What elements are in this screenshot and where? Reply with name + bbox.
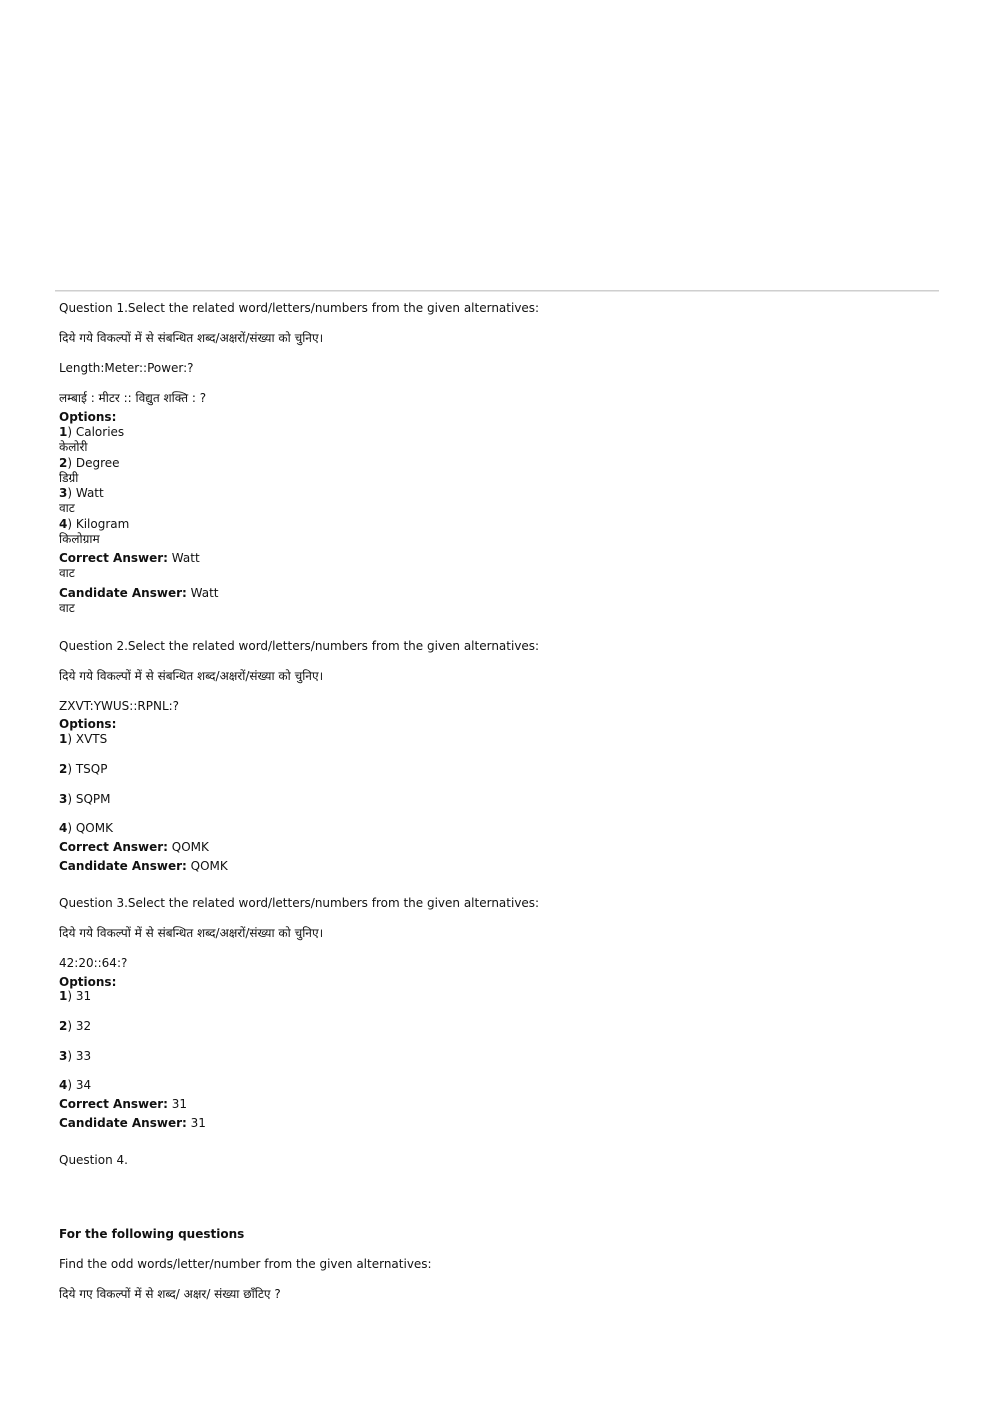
question-1-option-1: 1) Calories <box>59 425 125 439</box>
question-1-candidate-answer: Candidate Answer: Watt <box>59 586 219 600</box>
question-1-option-2: 2) Degree <box>59 456 120 470</box>
question-3-prompt: 42:20::64:? <box>59 956 128 970</box>
question-3-option-1: 1) 31 <box>59 989 92 1003</box>
question-1-option-4-hindi: किलोग्राम <box>59 532 100 546</box>
question-1-correct-answer: Correct Answer: Watt <box>59 551 200 565</box>
question-2-option-4: 4) QOMK <box>59 821 113 835</box>
question-3-correct-answer: Correct Answer: 31 <box>59 1097 188 1111</box>
question-1-option-3: 3) Watt <box>59 486 104 500</box>
header-divider <box>55 290 939 292</box>
question-1-option-2-hindi: डिग्री <box>59 471 79 485</box>
question-2-options-label: Options: <box>59 717 117 731</box>
question-1-option-1-hindi: केलोरी <box>59 440 88 454</box>
question-2-hindi: दिये गये विकल्पों में से संबन्धित शब्द/अक्षरों/संख्या को चुनिए। <box>59 669 324 683</box>
question-2-prompt: ZXVT:YWUS::RPNL:? <box>59 699 180 713</box>
question-4-title: Question 4. <box>59 1153 128 1167</box>
question-1-hindi: दिये गये विकल्पों में से संबन्धित शब्द/अक्षरों/संख्या को चुनिए। <box>59 331 324 345</box>
question-1-option-3-hindi: वाट <box>59 501 75 515</box>
question-3-candidate-answer: Candidate Answer: 31 <box>59 1116 206 1130</box>
question-3-option-4: 4) 34 <box>59 1078 92 1092</box>
question-3-options-label: Options: <box>59 975 117 989</box>
question-1-options-label: Options: <box>59 410 117 424</box>
question-1-prompt: Length:Meter::Power:? <box>59 361 194 375</box>
question-1-prompt-hindi: लम्बाई : मीटर :: विद्युत शक्ति : ? <box>59 391 207 405</box>
question-2-option-1: 1) XVTS <box>59 732 108 746</box>
question-3-title: Question 3.Select the related word/letters/numbers from the given alternatives: <box>59 896 540 910</box>
question-4-heading: For the following questions <box>59 1227 245 1241</box>
question-2-correct-answer: Correct Answer: QOMK <box>59 840 209 854</box>
question-2-option-3: 3) SQPM <box>59 792 111 806</box>
question-3-option-2: 2) 32 <box>59 1019 92 1033</box>
question-2-option-2: 2) TSQP <box>59 762 108 776</box>
question-2-candidate-answer: Candidate Answer: QOMK <box>59 859 228 873</box>
question-3-hindi: दिये गये विकल्पों में से संबन्धित शब्द/अक्षरों/संख्या को चुनिए। <box>59 926 324 940</box>
question-3-option-3: 3) 33 <box>59 1049 92 1063</box>
question-2-title: Question 2.Select the related word/letters/numbers from the given alternatives: <box>59 639 540 653</box>
question-1-candidate-answer-hindi: वाट <box>59 601 75 615</box>
question-1-title: Question 1.Select the related word/letters/numbers from the given alternatives: <box>59 301 540 315</box>
question-1-correct-answer-hindi: वाट <box>59 566 75 580</box>
question-1-option-4: 4) Kilogram <box>59 517 130 531</box>
question-4-hindi: दिये गए विकल्पों में से शब्द/ अक्षर/ संख्या छाँटिए ? <box>59 1287 281 1301</box>
question-4-instruction: Find the odd words/letter/number from the given alternatives: <box>59 1257 432 1271</box>
